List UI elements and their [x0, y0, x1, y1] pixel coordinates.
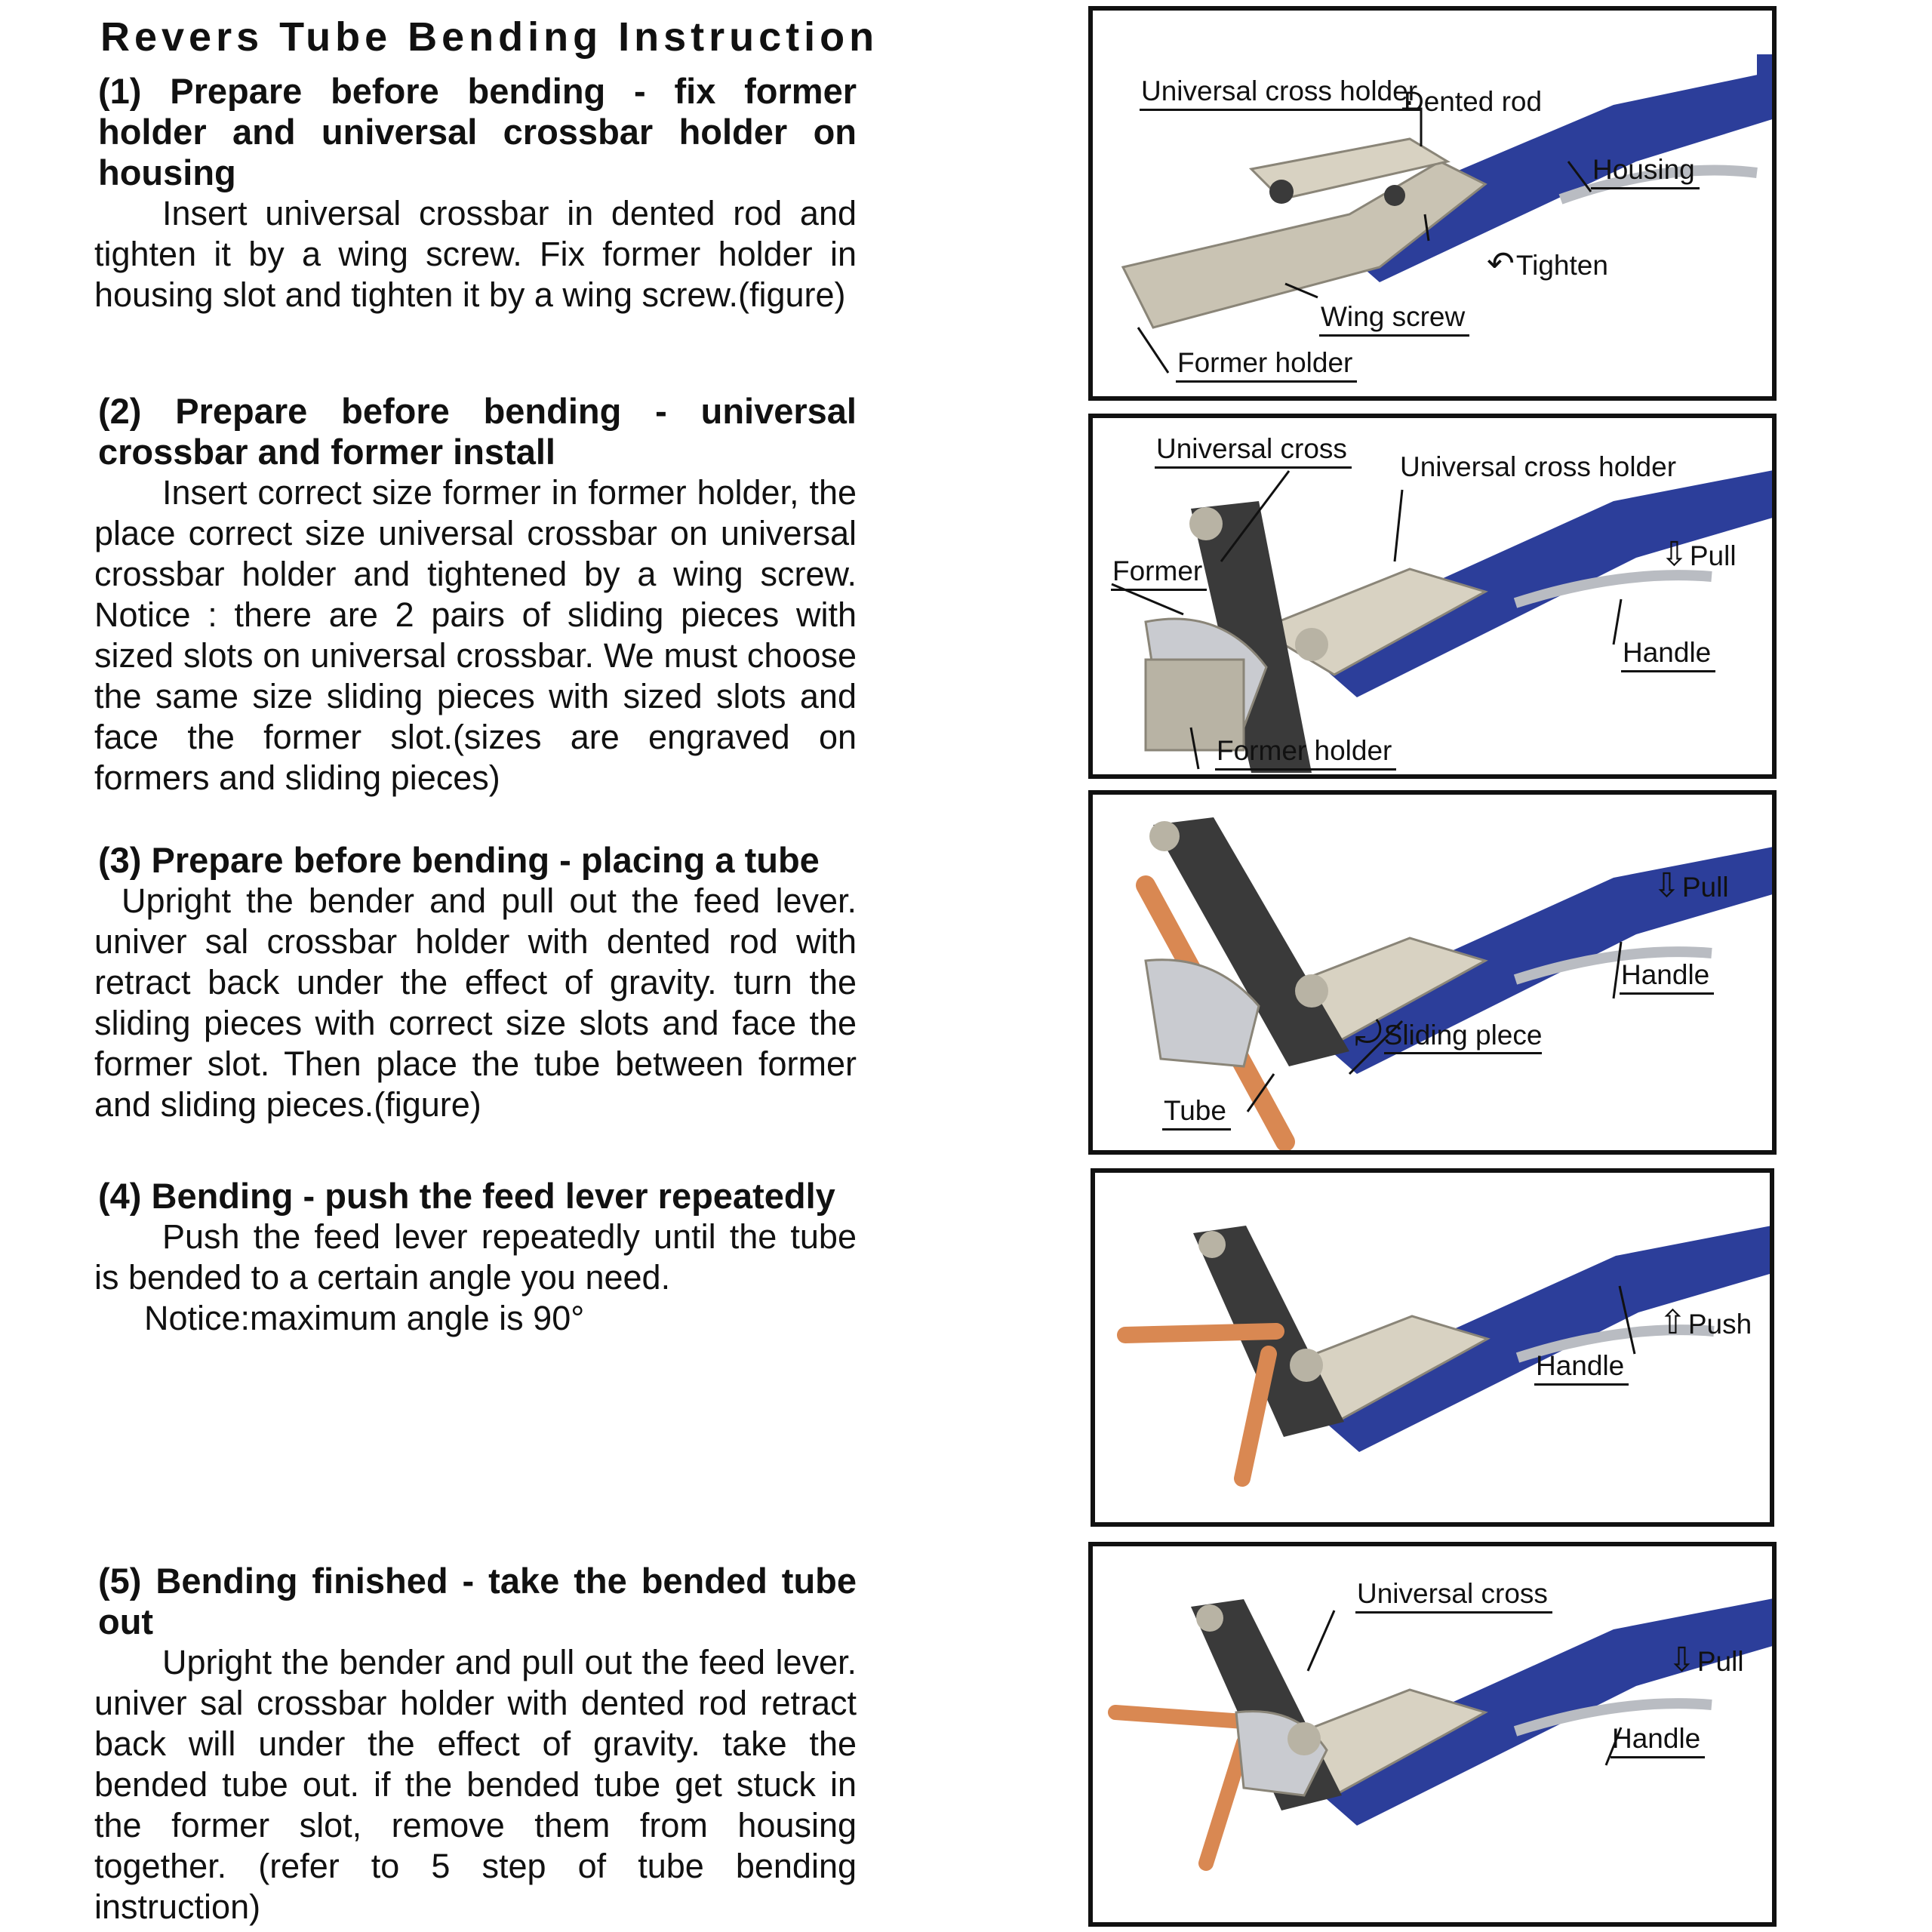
label-pull: ⇩Pull [1653, 867, 1729, 904]
label-tube: Tube [1162, 1095, 1231, 1131]
section-3 [94, 840, 857, 1125]
section-5 [94, 1561, 857, 1927]
label-sliding-piece: ⤾Sliding plece [1353, 1018, 1546, 1053]
figure-4 [1091, 1168, 1774, 1527]
section-2 [94, 391, 857, 798]
section-1-heading: (1) Prepare before bending - fix former holder and universal crossbar holder on housing [98, 71, 857, 192]
section-4-note: Notice:maximum angle is 90° [144, 1299, 585, 1337]
section-3-body: Upright the bender and pull out the feed lever. univer sal crossbar holder with dented rod with retract back under the effect of gravity. turn the sliding pieces with correct size slots and face the former slot. Then place the tube between former and sliding pieces.(figure) [94, 881, 857, 1124]
section-1 [94, 71, 857, 315]
figure-2 [1088, 414, 1777, 779]
label-tighten: ↶Tighten [1487, 245, 1608, 282]
label-handle: Handle [1620, 959, 1714, 995]
section-3-heading: (3) Prepare before bending - placing a tube [98, 840, 820, 880]
figure-3 [1088, 790, 1777, 1155]
label-pull: ⇩Pull [1668, 1641, 1744, 1678]
section-2-heading: (2) Prepare before bending - universal crossbar and former install [98, 391, 857, 472]
label-handle: Handle [1534, 1350, 1629, 1386]
label-wing-screw: Wing screw [1319, 301, 1469, 337]
label-handle: Handle [1611, 1723, 1705, 1758]
label-former: Former [1111, 555, 1207, 591]
document-title: Revers Tube Bending Instruction [100, 14, 879, 60]
section-4-heading: (4) Bending - push the feed lever repeatedly [98, 1176, 835, 1216]
arrow-down-icon: ⇩ [1653, 867, 1681, 904]
figure-1-illustration [1093, 11, 1772, 396]
label-universal-cross: Universal cross [1155, 433, 1352, 469]
label-universal-cross-holder: Universal cross holder [1140, 75, 1422, 111]
arrow-down-icon: ⇩ [1660, 536, 1688, 573]
label-push: ⇧Push [1659, 1304, 1752, 1341]
section-4-body: Push the feed lever repeatedly until the tube is bended to a certain angle you need. [94, 1217, 857, 1297]
bender-illustration [1146, 456, 1772, 773]
label-pull: ⇩Pull [1660, 536, 1737, 573]
label-handle: Handle [1621, 637, 1715, 672]
figure-5 [1088, 1542, 1777, 1927]
label-dented-rod: Dented rod [1404, 86, 1543, 117]
figure-1 [1088, 6, 1777, 401]
figure-4-illustration [1095, 1173, 1770, 1522]
section-2-body: Insert correct size former in former holder, the place correct size universal crossbar on universal crossbar holder and tightened by a wing screw. Notice : there are 2 pairs of sliding pieces with sized slots on universal crossbar. We must choose the same size sliding pieces with sized slots and face the former slot.(sizes are engraved on formers and sliding pieces) [94, 473, 857, 797]
label-former-holder: Former holder [1215, 735, 1396, 771]
bender-illustration [1125, 1211, 1770, 1478]
arrow-up-icon: ⇧ [1659, 1304, 1687, 1341]
label-housing: Housing [1591, 154, 1700, 189]
arrow-down-icon: ⇩ [1668, 1641, 1696, 1678]
curved-arrow-icon: ↶ [1487, 245, 1515, 282]
instruction-text-column [94, 14, 879, 1926]
label-universal-cross-holder: Universal cross holder [1400, 451, 1677, 482]
curved-arrow-icon: ⤾ [1355, 1015, 1383, 1052]
section-4 [94, 1176, 857, 1339]
section-5-heading: (5) Bending finished - take the bended tube out [98, 1561, 857, 1641]
label-former-holder: Former holder [1176, 347, 1357, 383]
label-universal-cross: Universal cross [1355, 1578, 1552, 1614]
section-1-body: Insert universal crossbar in dented rod and tighten it by a wing screw. Fix former holder in housing slot and tighten it by a wing screw.(figure) [94, 194, 857, 314]
section-5-body: Upright the bender and pull out the feed lever. univer sal crossbar holder with dented rod retract back will under the effect of gravity. take the bended tube out. if the bended tube get stuck in the former slot, remove them from housing together. (refer to 5 step of tube bending instruction) [94, 1643, 857, 1926]
